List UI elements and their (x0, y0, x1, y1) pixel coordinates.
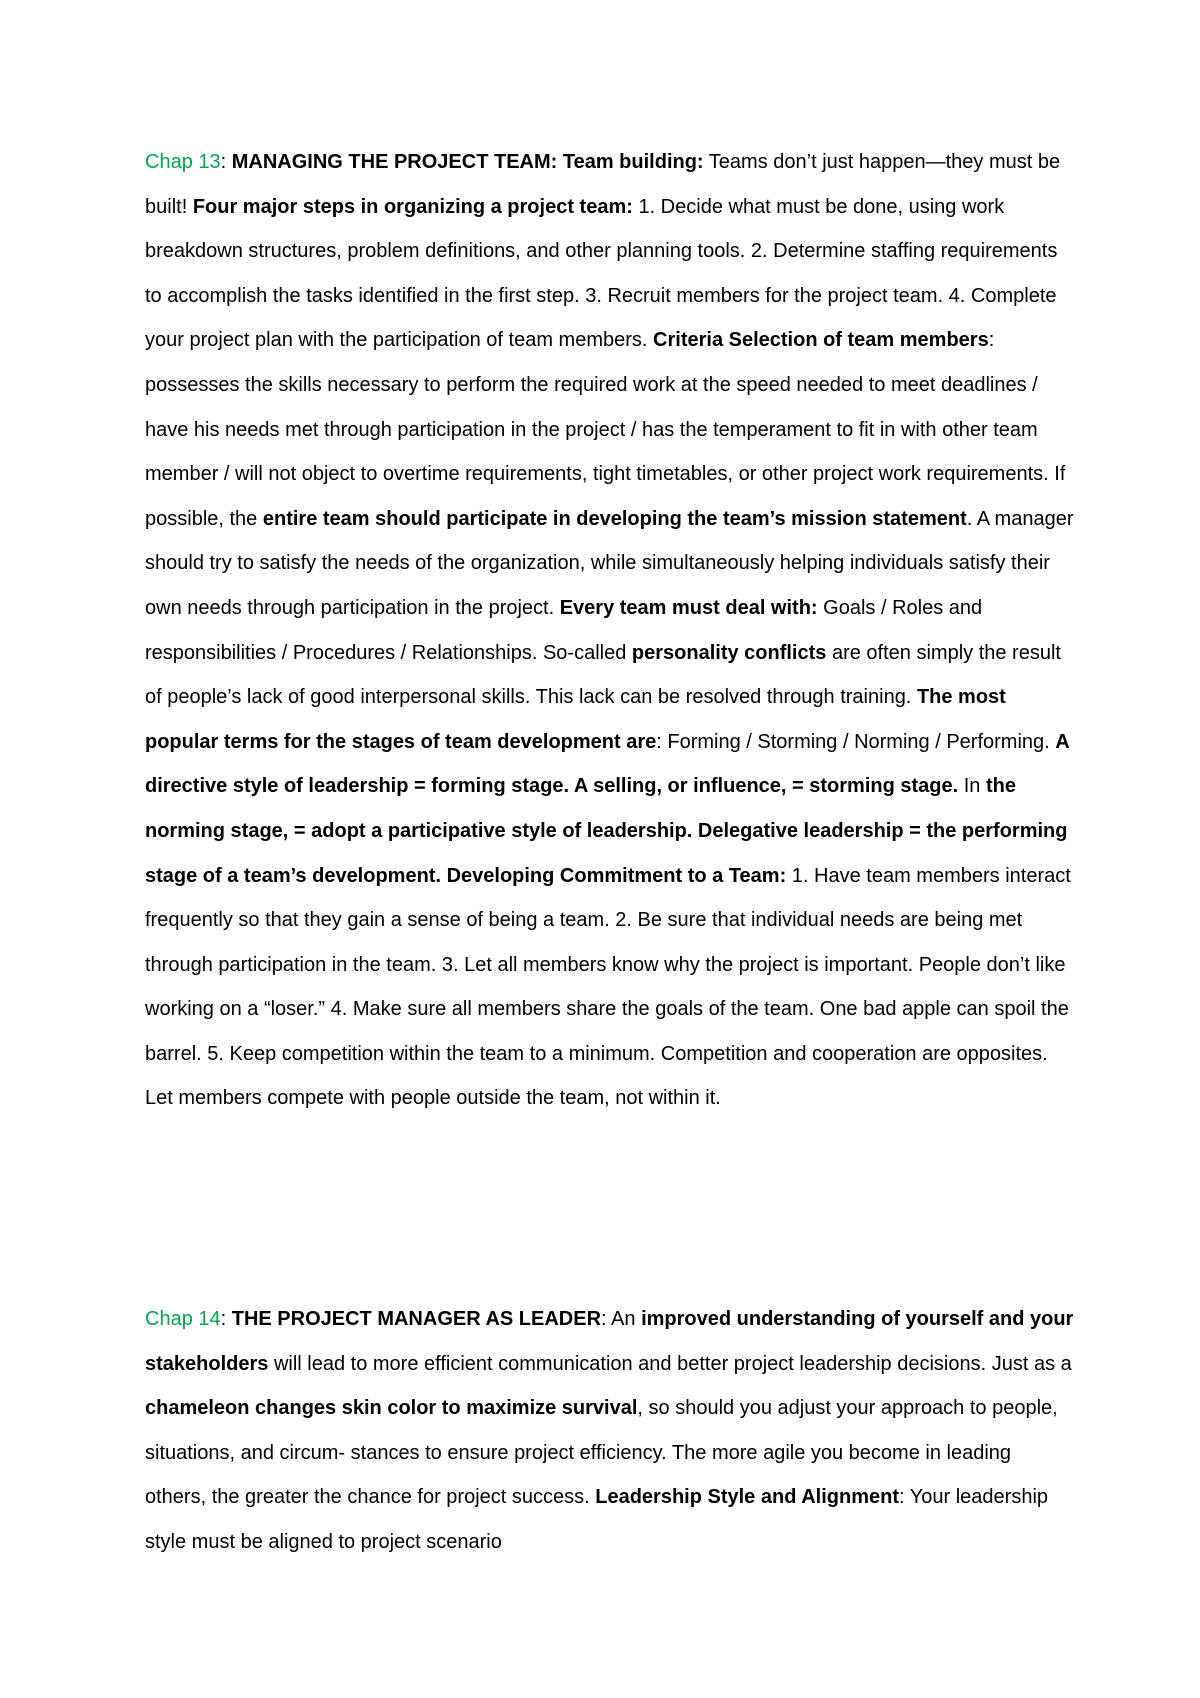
bold-segment: chameleon changes skin color to maximize survival (145, 1397, 638, 1420)
bold-segment: entire team should participate in developing the team’s mission statement (262, 507, 967, 530)
bold-segment: MANAGING THE PROJECT TEAM: Team building: (231, 151, 704, 173)
text-segment: 1. Have team members interact frequently so that they gain a sense of being a team. 2. Be sure that individual needs are being met through participation in the team. 3. Let all members know why the project is important. People don’t like working on a “loser.” 4. Make sure all members share the goals of the team. One bad apple can spoil the barrel. 5. Keep competition within the team to a minimum. Competition and cooperation are opposites. Let members compete with people outside the team, not within it. (145, 864, 1071, 1110)
text-segment: Goals / Roles and responsibilities / Procedures / Relationships. So-called (145, 596, 983, 664)
bold-segment: A directive style of leadership = forming stage. A selling, or influence, = storming stage. (145, 730, 1069, 798)
text-segment: 1. Decide what must be done, using work breakdown structures, problem definitions, and other planning tools. 2. Determine staffing requirements to accomplish the tasks identified in the first step. 3. Recruit members for the project team. 4. Complete your project plan with the participation of team members. (145, 195, 1058, 352)
chapter-label: Chap 14 (145, 1308, 221, 1330)
bold-segment: Leadership Style and Alignment (595, 1486, 899, 1509)
bold-segment: Criteria Selection of team members (653, 329, 989, 352)
bold-segment: The most popular terms for the stages of team development are (145, 686, 1006, 753)
text-segment: : Your leadership style must be aligned to project scenario (145, 1486, 1049, 1553)
text-segment: : (220, 151, 232, 173)
bold-segment: improved understanding of yourself and your stakeholders (145, 1308, 1074, 1375)
bold-segment: personality conflicts (631, 641, 827, 664)
text-segment: In (958, 775, 986, 798)
text-segment: are often simply the result of people’s lack of good interpersonal skills. This lack can be resolved through training. (145, 641, 1061, 709)
text-segment: will lead to more efficient communication and better project leadership decisions. Just as a (268, 1352, 1072, 1375)
text-segment: : Forming / Storming / Norming / Performing. (656, 730, 1056, 753)
text-segment: , so should you adjust your approach to people, situations, and circum- stances to ensure project efficiency. The more agile you become in leading others, the greater the chance for project success. (145, 1397, 1058, 1509)
text-segment: : (220, 1308, 232, 1330)
bold-segment: THE PROJECT MANAGER AS LEADER (231, 1308, 602, 1330)
bold-segment: the norming stage, = adopt a participative style of leadership. Delegative leadership = the performing stage of a team’s development. Developing Commitment to a Team: (145, 775, 1068, 887)
chapter-13-paragraph (145, 140, 1075, 1121)
bold-segment: Four major steps in organizing a project team: (192, 195, 633, 218)
chapter-label: Chap 13 (145, 151, 221, 173)
text-segment: Teams don’t just happen—they must be built! (145, 151, 1061, 218)
text-segment: : An (601, 1308, 642, 1330)
text-segment: : possesses the skills necessary to perform the required work at the speed needed to meet deadlines / have his needs met through participation in the project / has the temperament to fit in with other team member / will not object to overtime requirements, tight timetables, or other project work requirements. If possible, the (145, 329, 1066, 530)
bold-segment: Every team must deal with: (559, 596, 818, 619)
chapter-14-paragraph (145, 1297, 1075, 1565)
text-segment: . A manager should try to satisfy the needs of the organization, while simultaneously helping individuals satisfy their own needs through participation in the project. (145, 507, 1074, 619)
